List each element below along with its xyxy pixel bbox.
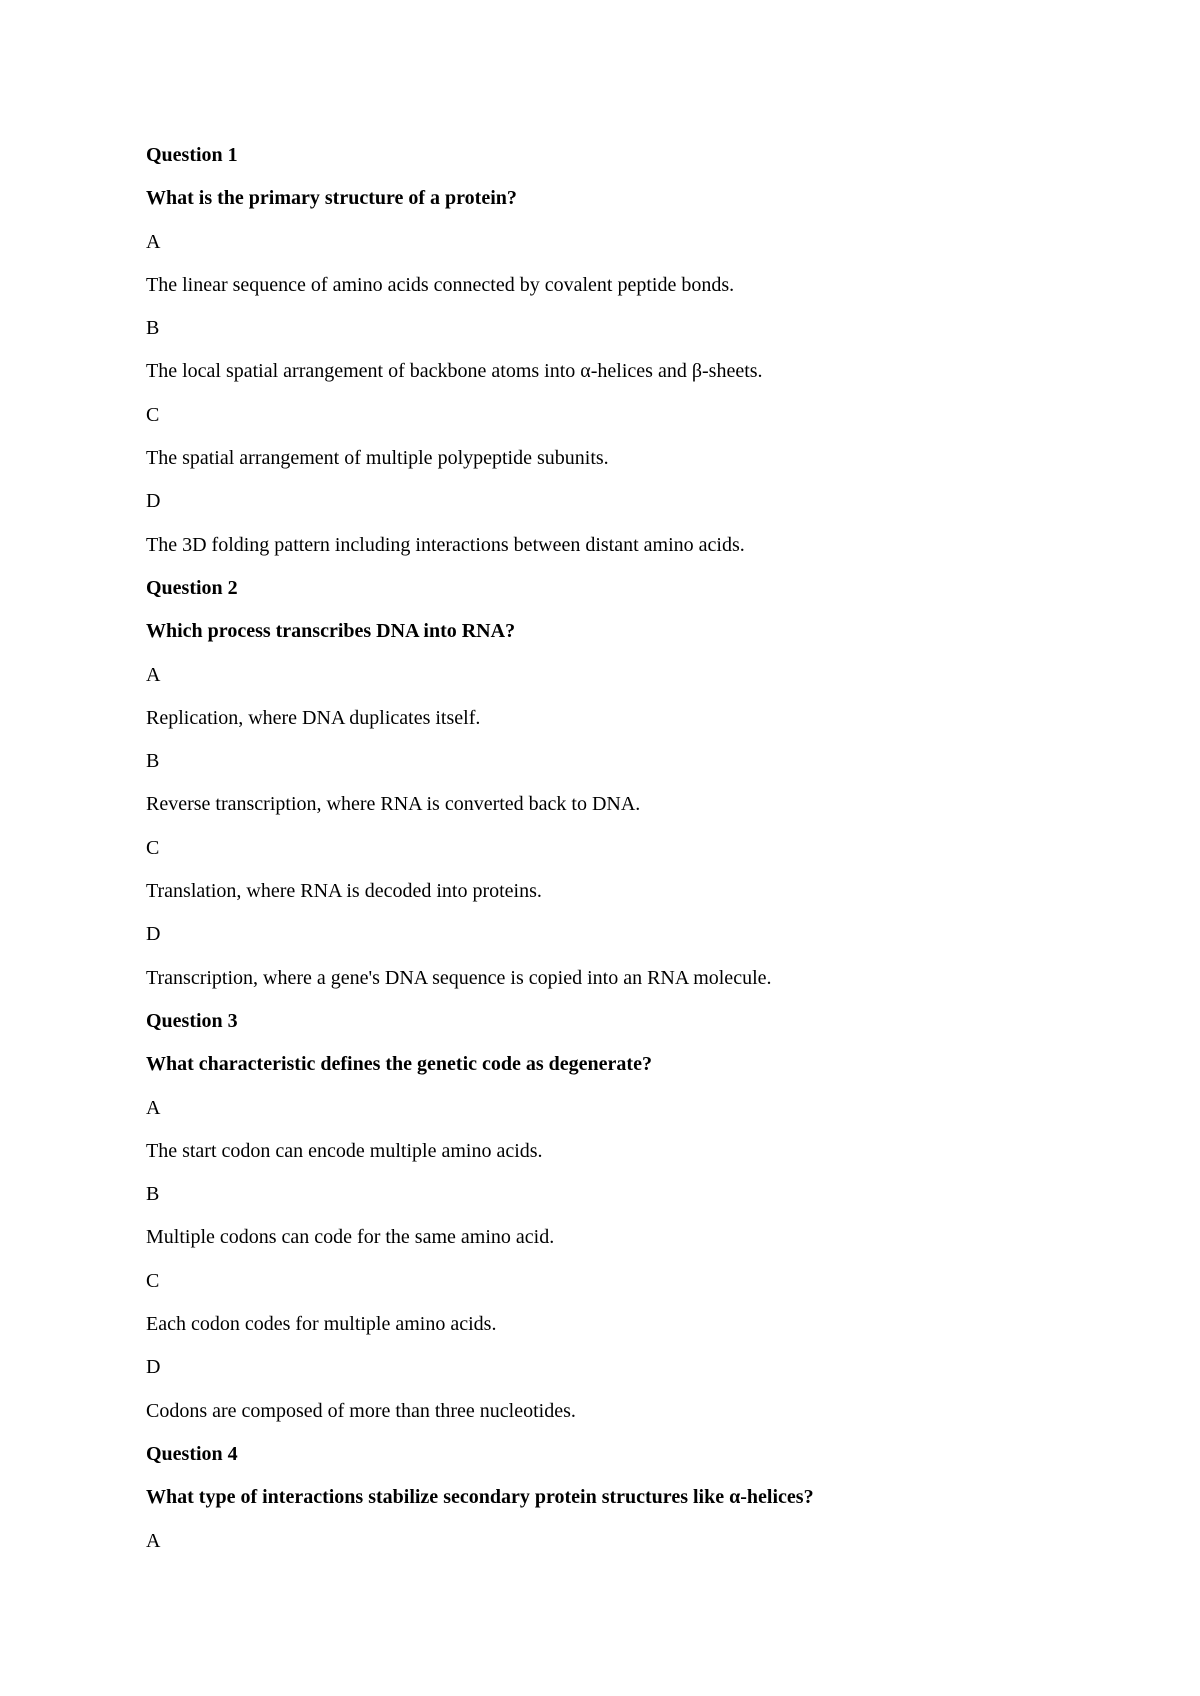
question-1-option-c-text: The spatial arrangement of multiple polypeptide subunits. [146, 447, 609, 470]
question-2-option-c-text: Translation, where RNA is decoded into proteins. [146, 880, 542, 903]
document-page [146, 143, 1146, 1572]
question-3-heading: Question 3 [146, 1009, 238, 1032]
question-1-option-b-text: The local spatial arrangement of backbone atoms into α-helices and β-sheets. [146, 360, 763, 383]
question-3-option-d-letter: D [146, 1356, 161, 1379]
question-2-option-b-letter: B [146, 750, 160, 773]
question-2-option-a-text: Replication, where DNA duplicates itself. [146, 706, 481, 729]
question-1-option-a-text: The linear sequence of amino acids connected by covalent peptide bonds. [146, 273, 735, 296]
question-2-option-d-letter: D [146, 923, 161, 946]
question-1-text: What is the primary structure of a protein? [146, 187, 517, 210]
question-3-option-c-letter: C [146, 1269, 160, 1292]
question-2-text: Which process transcribes DNA into RNA? [146, 620, 516, 643]
question-3-option-a-letter: A [146, 1096, 161, 1119]
question-2-option-a-letter: A [146, 663, 161, 686]
question-4-option-a-letter: A [146, 1529, 161, 1552]
question-4-heading: Question 4 [146, 1442, 238, 1465]
question-1-option-d-letter: D [146, 490, 161, 513]
question-1-option-c-letter: C [146, 403, 160, 426]
question-4-text: What type of interactions stabilize secondary protein structures like α-helices? [146, 1486, 814, 1509]
question-2-option-d-text: Transcription, where a gene's DNA sequence is copied into an RNA molecule. [146, 966, 772, 989]
question-3-option-c-text: Each codon codes for multiple amino acids. [146, 1313, 497, 1336]
question-3-option-d-text: Codons are composed of more than three nucleotides. [146, 1399, 576, 1422]
question-1-option-d-text: The 3D folding pattern including interactions between distant amino acids. [146, 533, 745, 556]
question-3-option-b-text: Multiple codons can code for the same amino acid. [146, 1226, 555, 1249]
question-2-option-c-letter: C [146, 836, 160, 859]
question-1-heading: Question 1 [146, 144, 238, 166]
question-2-heading: Question 2 [146, 576, 238, 599]
question-3-option-a-text: The start codon can encode multiple amino acids. [146, 1139, 543, 1162]
question-2-option-b-text: Reverse transcription, where RNA is converted back to DNA. [146, 793, 641, 816]
question-3-option-b-letter: B [146, 1183, 160, 1206]
question-3-text: What characteristic defines the genetic code as degenerate? [146, 1053, 652, 1076]
question-1-option-b-letter: B [146, 317, 160, 340]
question-1-option-a-letter: A [146, 230, 161, 253]
